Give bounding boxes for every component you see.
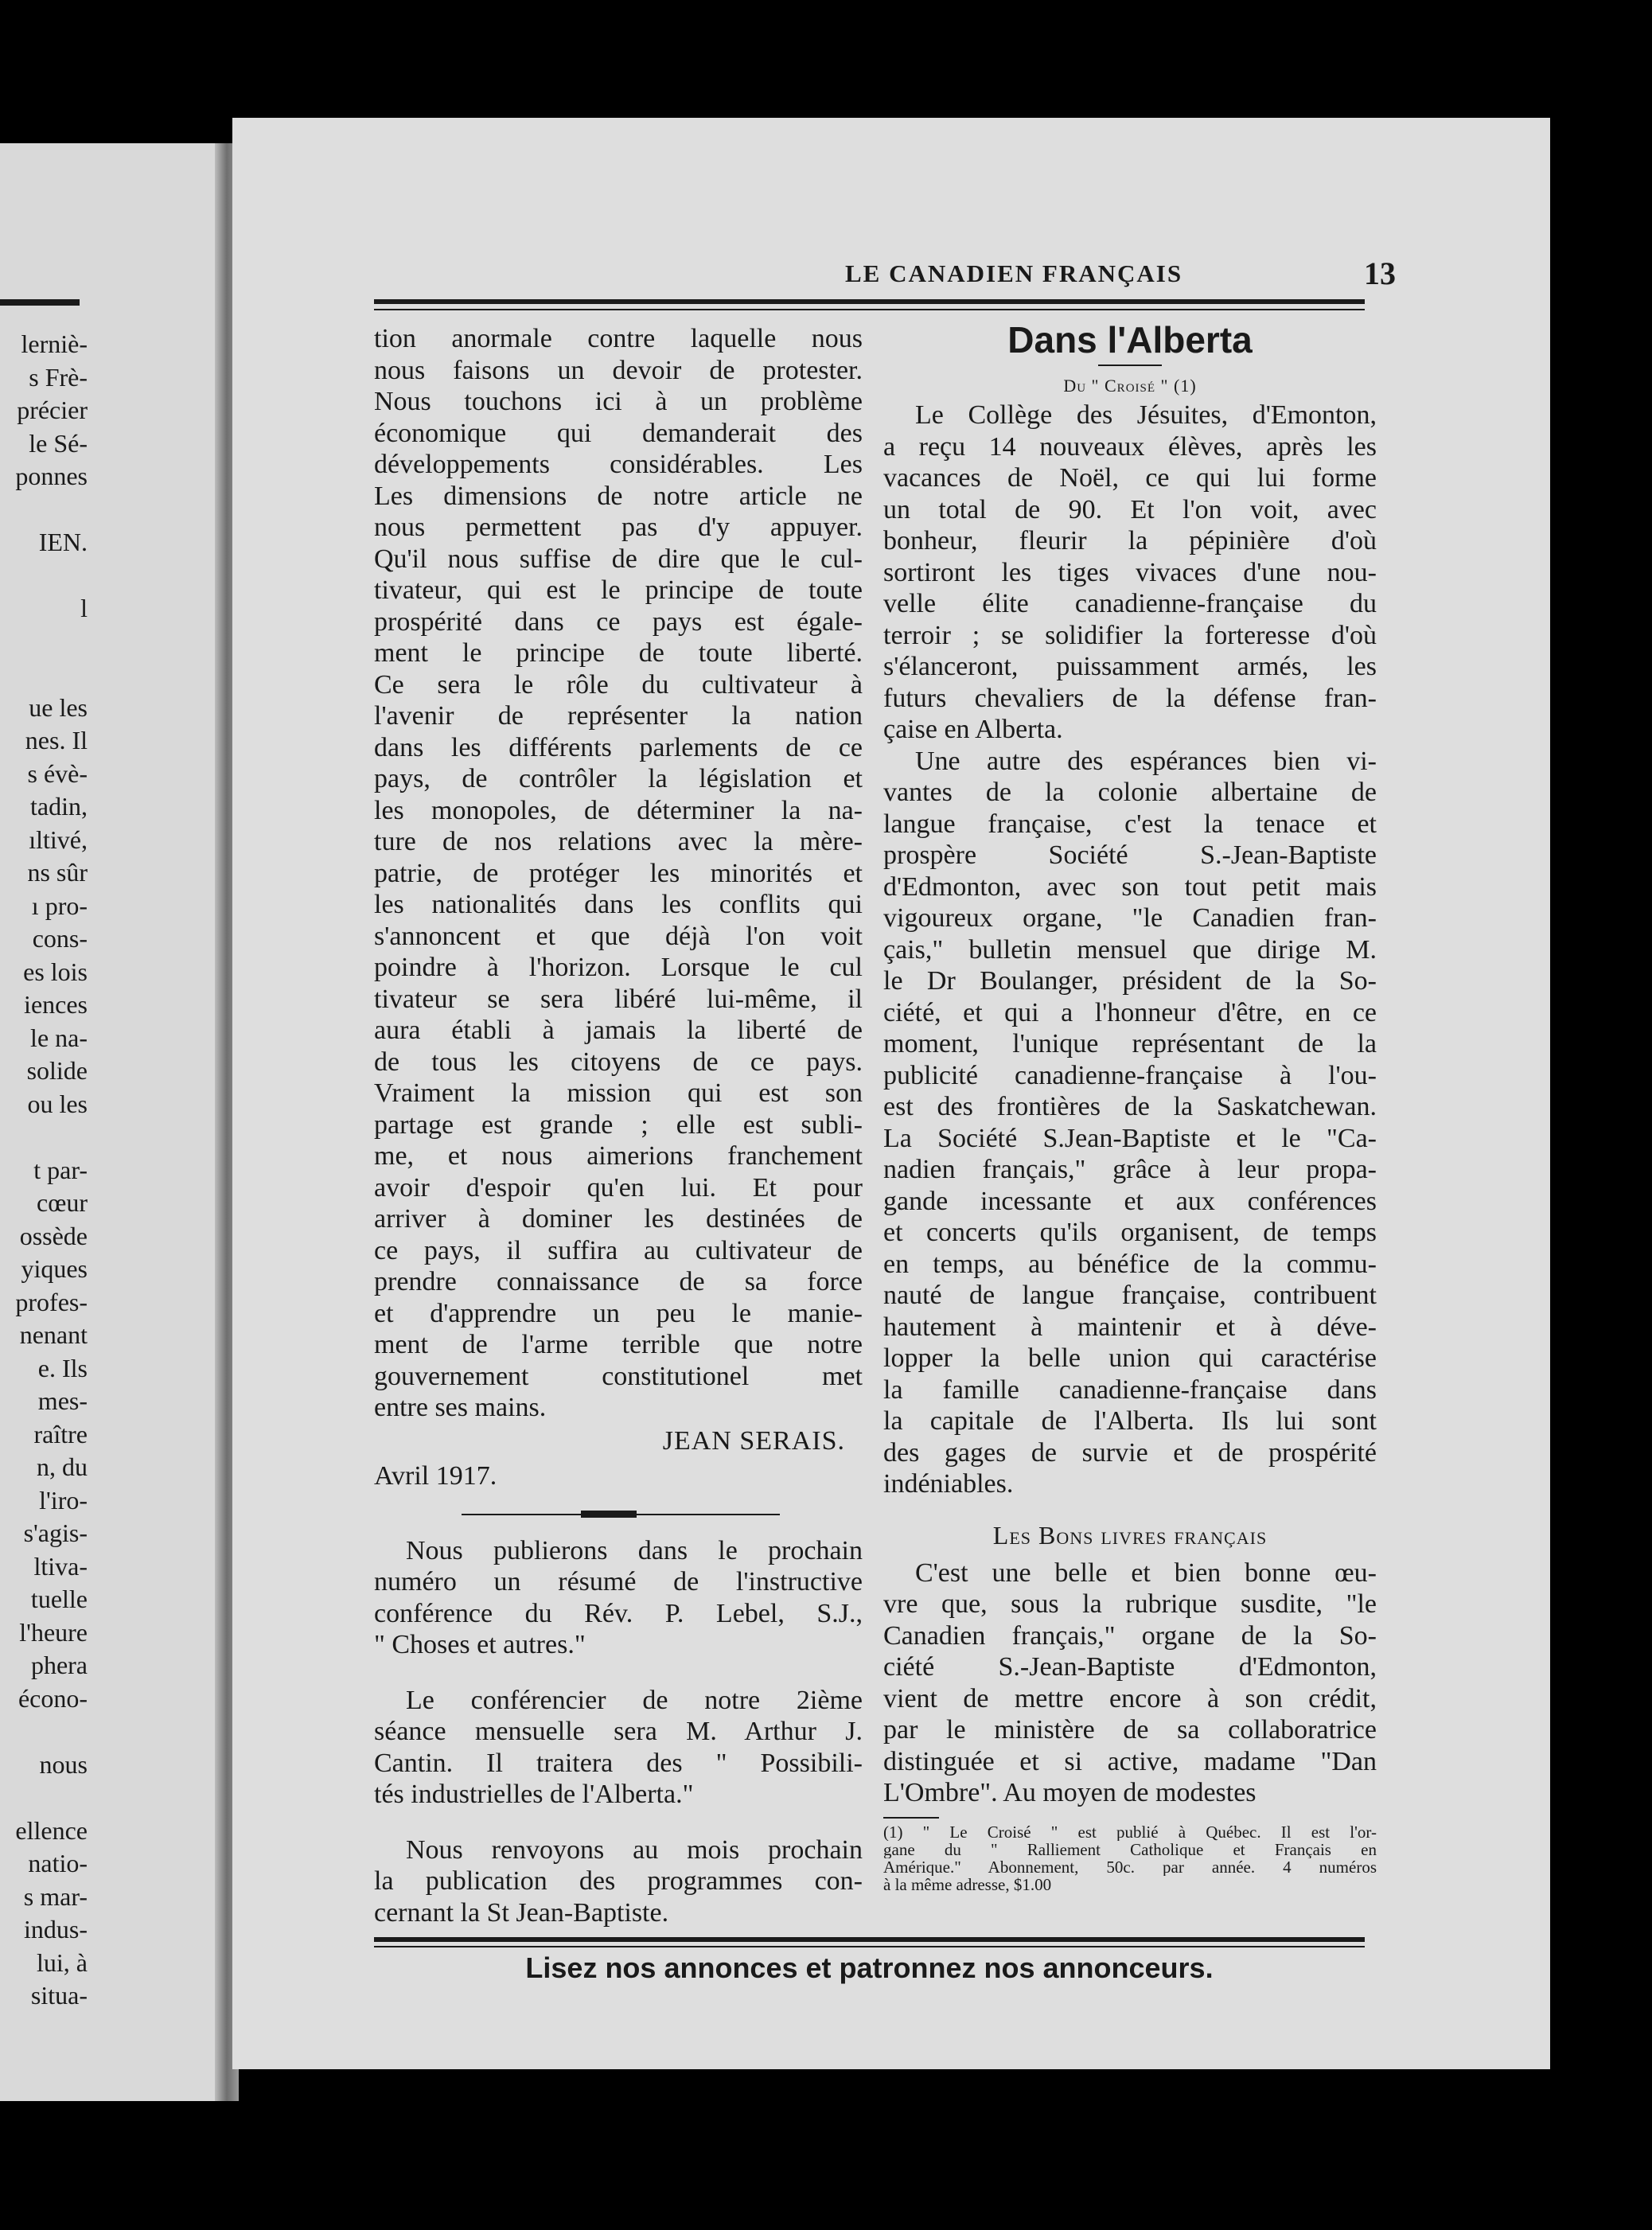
article-source: Du " Croisé " (1)	[1063, 376, 1197, 396]
text-line: moment, l'unique représentant de la	[883, 1029, 1377, 1058]
facing-page-line: profes-	[15, 1287, 88, 1316]
text-line: çaise en Alberta.	[883, 715, 1063, 744]
text-line: Nous renvoyons au mois prochain	[406, 1834, 863, 1865]
text-line: nous faisons un devoir de protester.	[374, 355, 863, 385]
paragraph-saint-jean-baptiste	[883, 746, 1377, 1500]
text-line: partage est grande ; elle est subli-	[374, 1109, 863, 1140]
text-line: velle élite canadienne-française du	[883, 589, 1377, 618]
text-line: et concerts qu'ils organisent, de temps	[883, 1218, 1377, 1247]
text-line: entre ses mains.	[374, 1393, 547, 1422]
facing-page-line: es lois	[23, 957, 88, 986]
facing-page-line: nous	[39, 1749, 88, 1779]
text-line: terroir ; se solidifier la forteresse d'où	[883, 620, 1377, 650]
text-line: ce pays, il suffira au cultivateur de	[374, 1235, 863, 1265]
facing-page-line: situa-	[30, 1981, 88, 2010]
facing-page-line: n, du	[37, 1452, 88, 1481]
facing-page-line: s Frè-	[29, 362, 88, 392]
right-column	[883, 317, 1377, 1893]
text-line: langue française, c'est la tenace et	[883, 809, 1377, 839]
facing-page-line	[0, 559, 88, 593]
author-signature: JEAN SERAIS.	[662, 1425, 845, 1456]
text-line: s'annoncent et que déjà l'on voit	[374, 921, 863, 951]
text-line: a reçu 14 nouveaux élèves, après les	[883, 431, 1377, 462]
facing-page-line: natio-	[28, 1849, 88, 1877]
text-line: pays, de contrôler la législation et	[374, 764, 863, 793]
facing-page-line: tadin,	[30, 792, 88, 821]
notice-next-lecture	[374, 1685, 863, 1811]
text-line: Ce sera le rôle du cultivateur à	[374, 669, 863, 700]
text-line: la famille canadienne-française dans	[883, 1374, 1377, 1405]
text-line: ment de l'arme terrible que notre	[374, 1330, 863, 1359]
text-line: arriver à dominer les destinées de	[374, 1204, 863, 1234]
text-line: Canadien français," organe de la So-	[883, 1620, 1377, 1651]
article-heading: Dans l'Alberta	[1007, 319, 1253, 361]
facing-page-line: IEN.	[38, 528, 88, 556]
facing-page-line: ı pro-	[31, 891, 88, 920]
text-line: l'avenir de représenter la nation	[374, 701, 863, 731]
text-line: ment le principe de toute liberté.	[374, 638, 863, 668]
footnote-line: Amérique." Abonnement, 50c. par année. 4 numéros	[883, 1858, 1377, 1876]
facing-page-line	[0, 1121, 88, 1154]
page-number: 13	[1364, 255, 1396, 291]
facing-page-line: s mar-	[23, 1881, 88, 1911]
notice-programs	[374, 1834, 863, 1929]
text-line: Nous touchons ici à un problème	[374, 387, 863, 416]
facing-page-line: s'agis-	[23, 1519, 88, 1547]
text-line: La Société S.Jean-Baptiste et le "Ca-	[883, 1123, 1377, 1153]
facing-page-rule	[0, 299, 80, 306]
footnote-line: gane du " Ralliement Catholique et Français en	[883, 1840, 1377, 1858]
text-line: futurs chevaliers de la défense fran-	[883, 683, 1377, 713]
footnote	[883, 1823, 1377, 1893]
text-line: publicité canadienne-française à l'ou-	[883, 1060, 1377, 1090]
facing-page-line: raître	[33, 1419, 88, 1448]
facing-page-left	[0, 143, 231, 2101]
facing-page-line: nenant	[19, 1320, 88, 1349]
text-line: tés industrielles de l'Alberta."	[374, 1780, 694, 1809]
text-line: tivateur, qui est le principe de toute	[374, 575, 863, 605]
text-line: L'Ombre". Au moyen de modestes	[883, 1778, 1257, 1807]
text-line: bonheur, fleurir la pépinière d'où	[883, 526, 1377, 556]
text-line: poindre à l'horizon. Lorsque le cul	[374, 953, 863, 982]
facing-page-line	[0, 1781, 88, 1815]
footer-rule-thin	[374, 1946, 1365, 1947]
facing-page-line: cœur	[37, 1188, 88, 1217]
text-line: vantes de la colonie albertaine de	[883, 778, 1377, 807]
text-line: s'élanceront, puissamment armés, les	[883, 652, 1377, 681]
text-line: vacances de Noël, ce qui lui forme	[883, 463, 1377, 493]
facing-page-line: le na-	[30, 1023, 88, 1052]
text-line: Les dimensions de notre article ne	[374, 481, 863, 511]
text-line: tion anormale contre laquelle nous	[374, 324, 863, 353]
facing-page-line: lui, à	[37, 1947, 88, 1977]
article-date: Avril 1917.	[374, 1460, 497, 1491]
section-subheading: Les Bons livres français	[992, 1520, 1268, 1550]
facing-page-line: e. Ils	[37, 1353, 88, 1382]
facing-page-line: lerniè-	[21, 329, 88, 358]
text-line: gande incessante et aux conférences	[883, 1186, 1377, 1216]
facing-page-line: le Sé-	[29, 428, 88, 458]
facing-page-line: ıltivé,	[29, 825, 88, 854]
facing-page-line: cons-	[32, 924, 88, 953]
section-divider	[374, 1494, 863, 1535]
text-line: développements considérables. Les	[374, 450, 863, 479]
text-line: C'est une belle et bien bonne œu-	[915, 1557, 1377, 1588]
text-line: vre que, sous la rubrique susdite, "le	[883, 1589, 1377, 1619]
footer-rule	[374, 1937, 1365, 1942]
text-line: un total de 90. Et l'on voit, avec	[883, 494, 1377, 524]
text-line: le Dr Boulanger, président de la So-	[883, 966, 1377, 996]
facing-page-line: s évè-	[27, 758, 88, 788]
facing-page-line: mes-	[37, 1386, 88, 1415]
text-line: est des frontières de la Saskatchewan.	[883, 1092, 1377, 1121]
text-line: indéniables.	[883, 1469, 1014, 1499]
text-line: Le Collège des Jésuites, d'Emonton,	[915, 400, 1377, 430]
facing-page-line: l	[80, 594, 88, 622]
facing-page-line: ltiva-	[33, 1551, 88, 1581]
header-rule	[374, 299, 1365, 304]
text-line: Une autre des espérances bien vi-	[915, 746, 1377, 776]
facing-page-line: précier	[17, 396, 88, 424]
article-continuation	[374, 323, 863, 1424]
facing-page-line: ns sûr	[27, 858, 88, 887]
text-line: et d'apprendre un peu le manie-	[374, 1298, 863, 1328]
text-line: des gages de survie et de prospérité	[883, 1437, 1377, 1468]
text-line: çais," bulletin mensuel que dirige M.	[883, 934, 1377, 965]
text-line: conférence du Rév. P. Lebel, S.J.,	[374, 1598, 863, 1628]
text-line: sortiront les tiges vivaces d'une nou-	[883, 557, 1377, 587]
text-line: dans les différents parlements de ce	[374, 732, 863, 762]
text-line: d'Edmonton, avec son tout petit mais	[883, 871, 1377, 902]
text-line: de tous les citoyens de ce pays.	[374, 1047, 863, 1077]
footer-slogan: Lisez nos annonces et patronnez nos annonceurs.	[525, 1951, 1214, 1984]
footnote-rule	[883, 1817, 939, 1819]
text-line: ture de nos relations avec la mère-	[374, 827, 863, 856]
text-line: Nous publierons dans le prochain	[406, 1535, 863, 1565]
facing-page-line	[0, 658, 88, 692]
heading-rule	[1098, 365, 1162, 366]
facing-page-line	[0, 1715, 88, 1749]
text-line: par le ministère de sa collaboratrice	[883, 1715, 1377, 1745]
facing-page-line: t par-	[33, 1155, 88, 1184]
text-line: les monopoles, de déterminer la na-	[374, 795, 863, 825]
facing-page-line: solide	[26, 1056, 88, 1085]
text-line: me, et nous aimerions franchement	[374, 1141, 863, 1171]
text-line: Le conférencier de notre 2ième	[406, 1685, 863, 1715]
facing-page-line	[0, 493, 88, 527]
facing-page-line: l'heure	[19, 1617, 88, 1647]
paragraph-jesuit-college	[883, 400, 1377, 746]
facing-page-line: iences	[24, 990, 88, 1019]
text-line: vient de mettre encore à son crédit,	[883, 1683, 1377, 1713]
text-line: la capitale de l'Alberta. Ils lui sont	[883, 1406, 1377, 1436]
facing-page-line: ou les	[27, 1089, 88, 1118]
text-line: la publication des programmes con-	[374, 1866, 863, 1896]
facing-page-line: ellence	[15, 1815, 88, 1845]
text-line: distinguée et si active, madame "Dan	[883, 1746, 1377, 1776]
text-line: ciété S.-Jean-Baptiste d'Edmonton,	[883, 1652, 1377, 1682]
running-header	[376, 255, 1426, 299]
facing-page-line: tuelle	[30, 1585, 88, 1613]
text-line: prospère Société S.-Jean-Baptiste	[883, 840, 1377, 870]
text-line: ciété, et qui a l'honneur d'être, en ce	[883, 997, 1377, 1027]
page-edge-shadow	[1550, 118, 1652, 2230]
text-line: Qu'il nous suffise de dire que le cul-	[374, 544, 863, 574]
footnote-line: (1) " Le Croisé " est publié à Québec. Il est l'or-	[883, 1823, 1377, 1841]
facing-page-line	[0, 626, 88, 659]
facing-page-line: ue les	[29, 692, 88, 722]
text-line: avoir d'espoir qu'en lui. Et pour	[374, 1172, 863, 1203]
text-line: nadien français," grâce à leur propa-	[883, 1155, 1377, 1184]
facing-page-line: yiques	[21, 1254, 88, 1283]
text-line: les nationalités dans les conflits qui	[374, 890, 863, 919]
text-line: gouvernement constitutionel met	[374, 1361, 863, 1391]
notice-next-issue	[374, 1535, 863, 1661]
text-line: économique qui demanderait des	[374, 418, 863, 448]
text-line: séance mensuelle sera M. Arthur J.	[374, 1717, 863, 1746]
running-title: LE CANADIEN FRANÇAIS	[845, 259, 1183, 287]
text-line: " Choses et autres."	[374, 1630, 586, 1659]
text-line: vigoureux organe, "le Canadien fran-	[883, 903, 1377, 933]
text-line: prospérité dans ce pays est égale-	[374, 606, 863, 637]
facing-page-line: ossède	[19, 1221, 88, 1250]
text-line: numéro un résumé de l'instructive	[374, 1567, 863, 1596]
page-13	[232, 118, 1550, 2069]
text-line: lopper la belle union qui caractérise	[883, 1343, 1377, 1373]
text-line: patrie, de protéger les minorités et	[374, 858, 863, 888]
facing-page-line: phera	[30, 1651, 88, 1679]
left-column	[374, 323, 863, 1928]
facing-page-line: écono-	[18, 1683, 88, 1713]
text-line: cernant la St Jean-Baptiste.	[374, 1897, 669, 1928]
text-line: prendre connaissance de sa force	[374, 1267, 863, 1296]
text-line: Cantin. Il traitera des " Possibili-	[374, 1748, 863, 1778]
header-rule-thin	[374, 309, 1365, 310]
text-line: Vraiment la mission qui est son	[374, 1078, 863, 1108]
text-line: en temps, au bénéfice de la commu-	[883, 1249, 1377, 1279]
text-line: nous permettent pas d'y appuyer.	[374, 513, 863, 542]
text-line: hautement à maintenir et à déve-	[883, 1312, 1377, 1342]
facing-page-line: nes. Il	[25, 726, 88, 754]
paragraph-good-books	[883, 1557, 1377, 1809]
facing-page-text	[0, 328, 88, 2013]
footnote-line: à la même adresse, $1.00	[883, 1875, 1052, 1893]
facing-page-line: l'iro-	[39, 1485, 88, 1515]
text-line: nauté de langue française, contribuent	[883, 1281, 1377, 1310]
text-line: aura établi à jamais la liberté de	[374, 1016, 863, 1045]
facing-page-line: ponnes	[15, 462, 88, 490]
facing-page-line: indus-	[24, 1915, 88, 1943]
text-line: tivateur se sera libéré lui-même, il	[374, 984, 863, 1014]
